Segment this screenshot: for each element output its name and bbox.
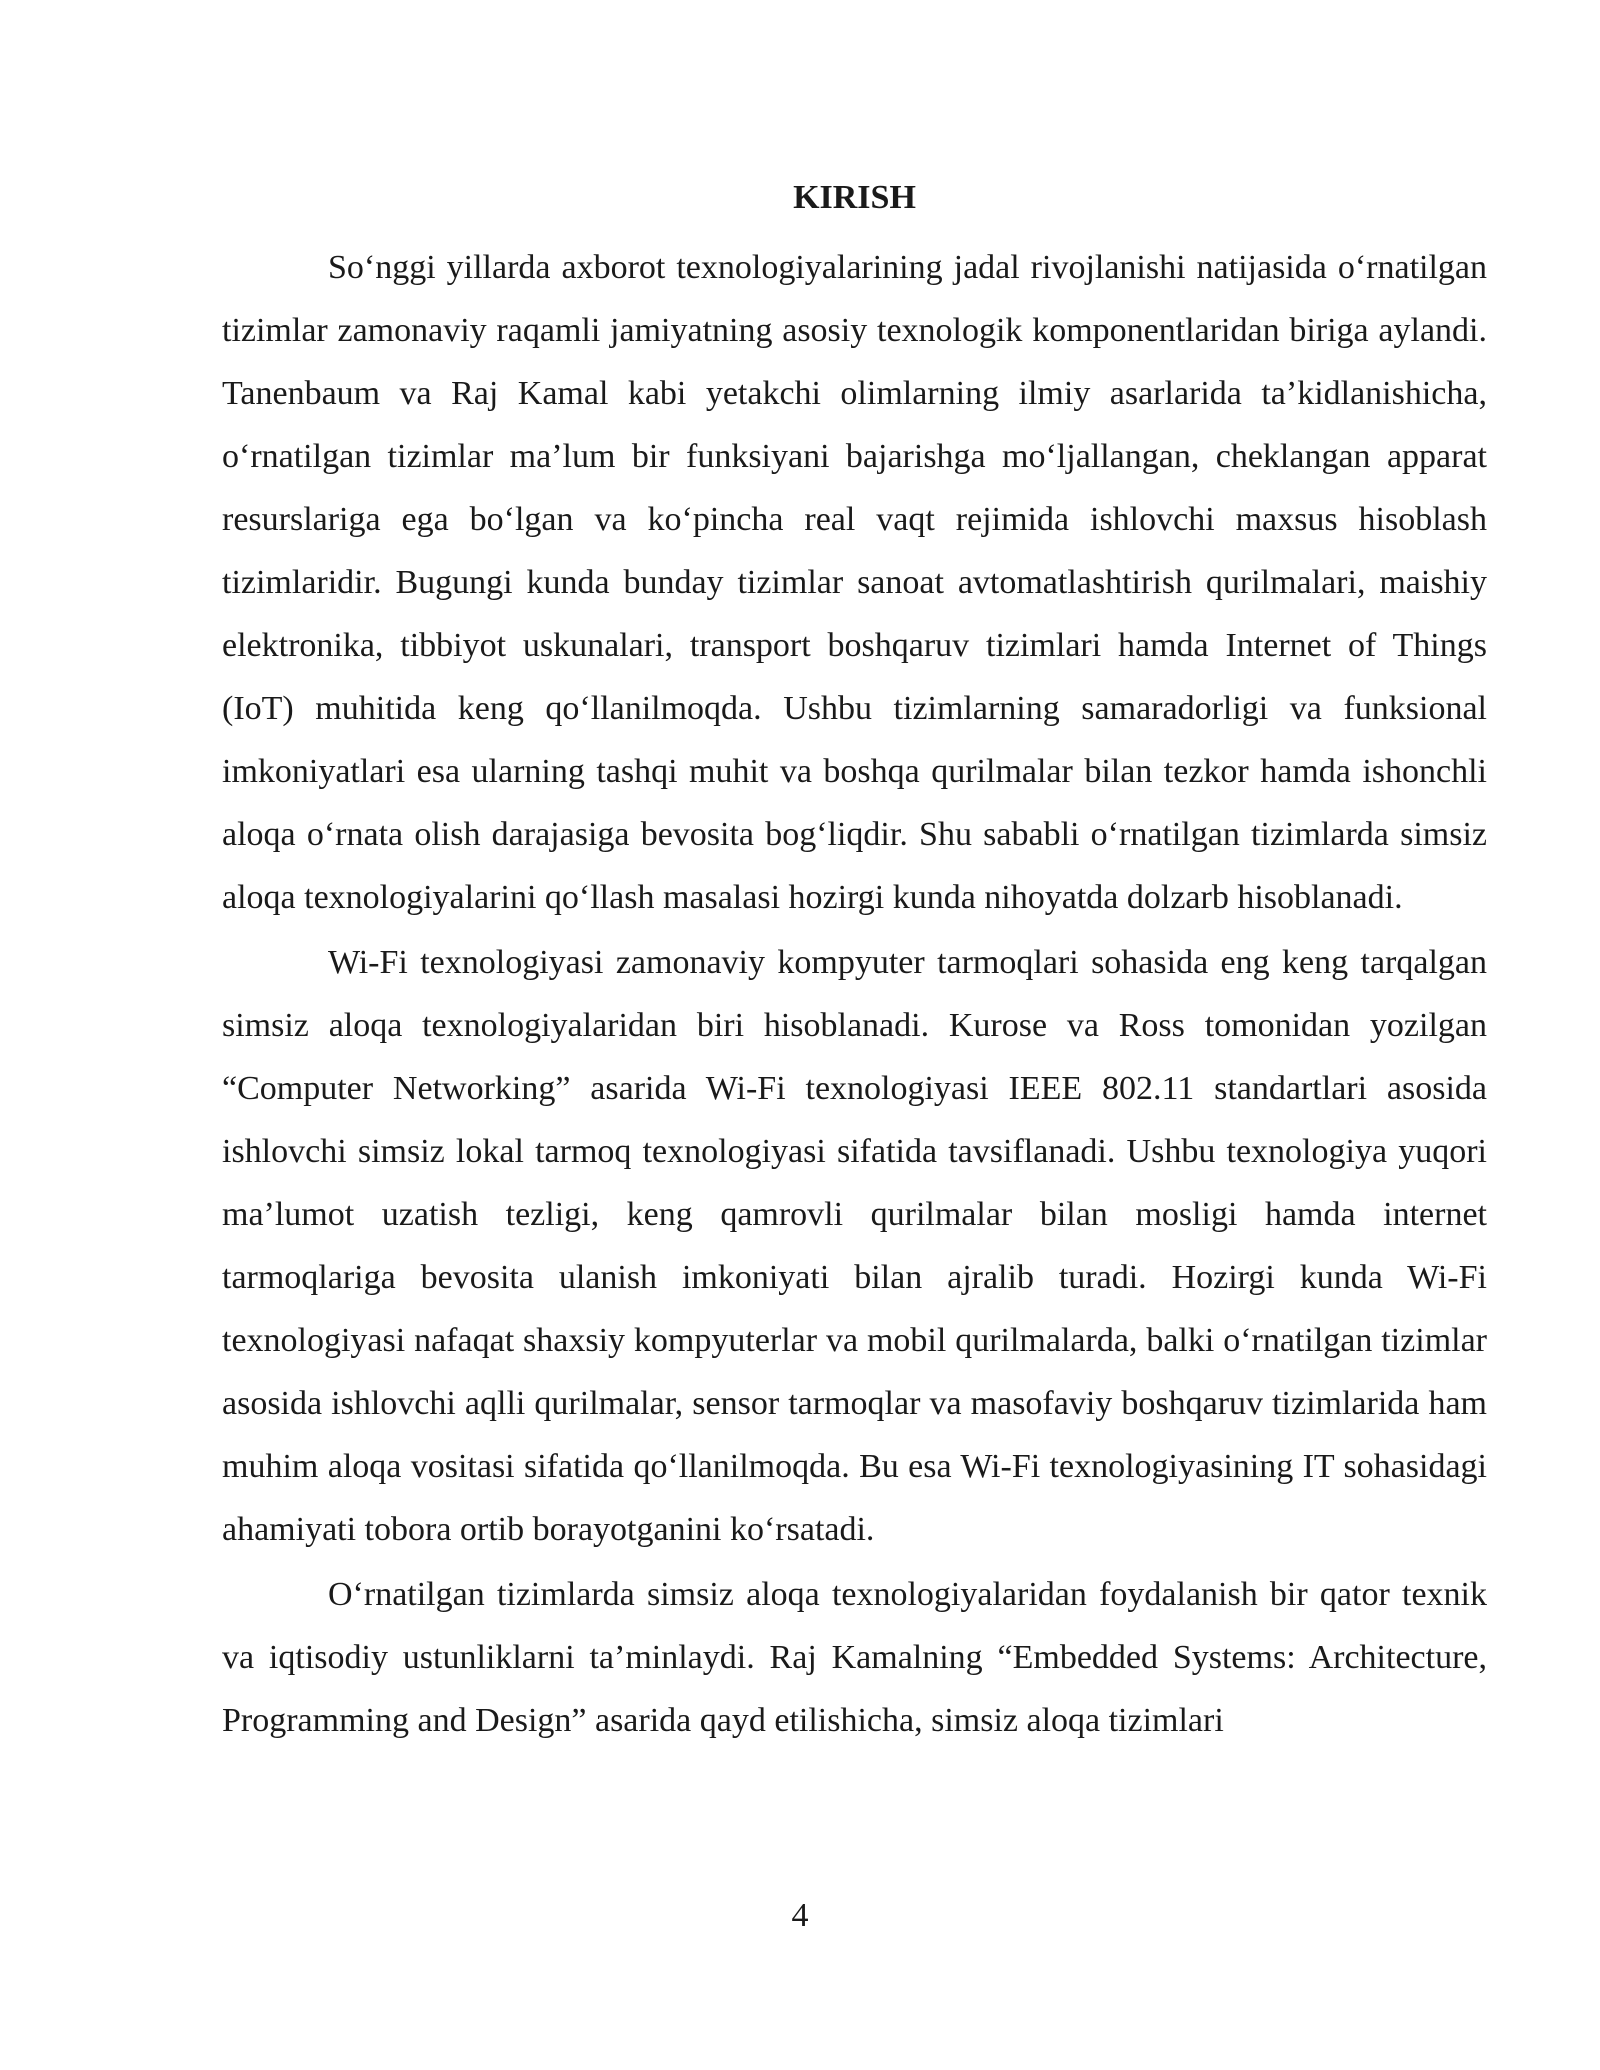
section-title: KIRISH bbox=[793, 179, 916, 216]
page-number: 4 bbox=[791, 1897, 809, 1934]
document-page bbox=[222, 178, 1487, 1754]
paragraph-wifi: Wi-Fi texnologiyasi zamonaviy kompyuter tarmoqlari sohasida eng keng tarqalgan simsiz aloqa texnologiyalaridan biri hisoblanadi. Kurose va Ross tomonidan yozilgan “Computer Networking” asarida Wi-Fi texnologiyasi IEEE 802.11 standartlari asosida ishlovchi simsiz lokal tarmoq texnologiyasi sifatida tavsiflanadi. Ushbu texnologiya yuqori ma’lumot uzatish tezligi, keng qamrovli qurilmalar bilan mosligi hamda internet tarmoqlariga bevosita ulanish imkoniyati bilan ajralib turadi. Hozirgi kunda Wi-Fi texnologiyasi nafaqat shaxsiy kompyuterlar va mobil qurilmalarda, balki o‘rnatilgan tizimlar asosida ishlovchi aqlli qurilmalar, sensor tarmoqlar va masofaviy boshqaruv tizimlarida ham muhim aloqa vositasi sifatida qo‘llanilmoqda. Bu esa Wi-Fi texnologiyasining IT sohasidagi ahamiyati tobora ortib borayotganini ko‘rsatadi. bbox=[222, 944, 1487, 1548]
paragraph-advantages: O‘rnatilgan tizimlarda simsiz aloqa texnologiyalaridan foydalanish bir qator texnik va iqtisodiy ustunliklarni ta’minlaydi. Raj Kamalning “Embedded Systems: Architecture, Programming and Design” asarida qayd etilishicha, simsiz aloqa tizimlari bbox=[222, 1576, 1487, 1739]
paragraph-intro: So‘nggi yillarda axborot texnologiyalarining jadal rivojlanishi natijasida o‘rnatilgan tizimlar zamonaviy raqamli jamiyatning asosiy texnologik komponentlaridan biriga aylandi. Tanenbaum va Raj Kamal kabi yetakchi olimlarning ilmiy asarlarida ta’kidlanishicha, o‘rnatilgan tizimlar ma’lum bir funksiyani bajarishga mo‘ljallangan, cheklangan apparat resurslariga ega bo‘lgan va ko‘pincha real vaqt rejimida ishlovchi maxsus hisoblash tizimlaridir. Bugungi kunda bunday tizimlar sanoat avtomatlashtirish qurilmalari, maishiy elektronika, tibbiyot uskunalari, transport boshqaruv tizimlari hamda Internet of Things (IoT) muhitida keng qo‘llanilmoqda. Ushbu tizimlarning samaradorligi va funksional imkoniyatlari esa ularning tashqi muhit va boshqa qurilmalar bilan tezkor hamda ishonchli aloqa o‘rnata olish darajasiga bevosita bog‘liqdir. Shu sababli o‘rnatilgan tizimlarda simsiz aloqa texnologiyalarini qo‘llash masalasi hozirgi kunda nihoyatda dolzarb hisoblanadi. bbox=[222, 249, 1487, 916]
